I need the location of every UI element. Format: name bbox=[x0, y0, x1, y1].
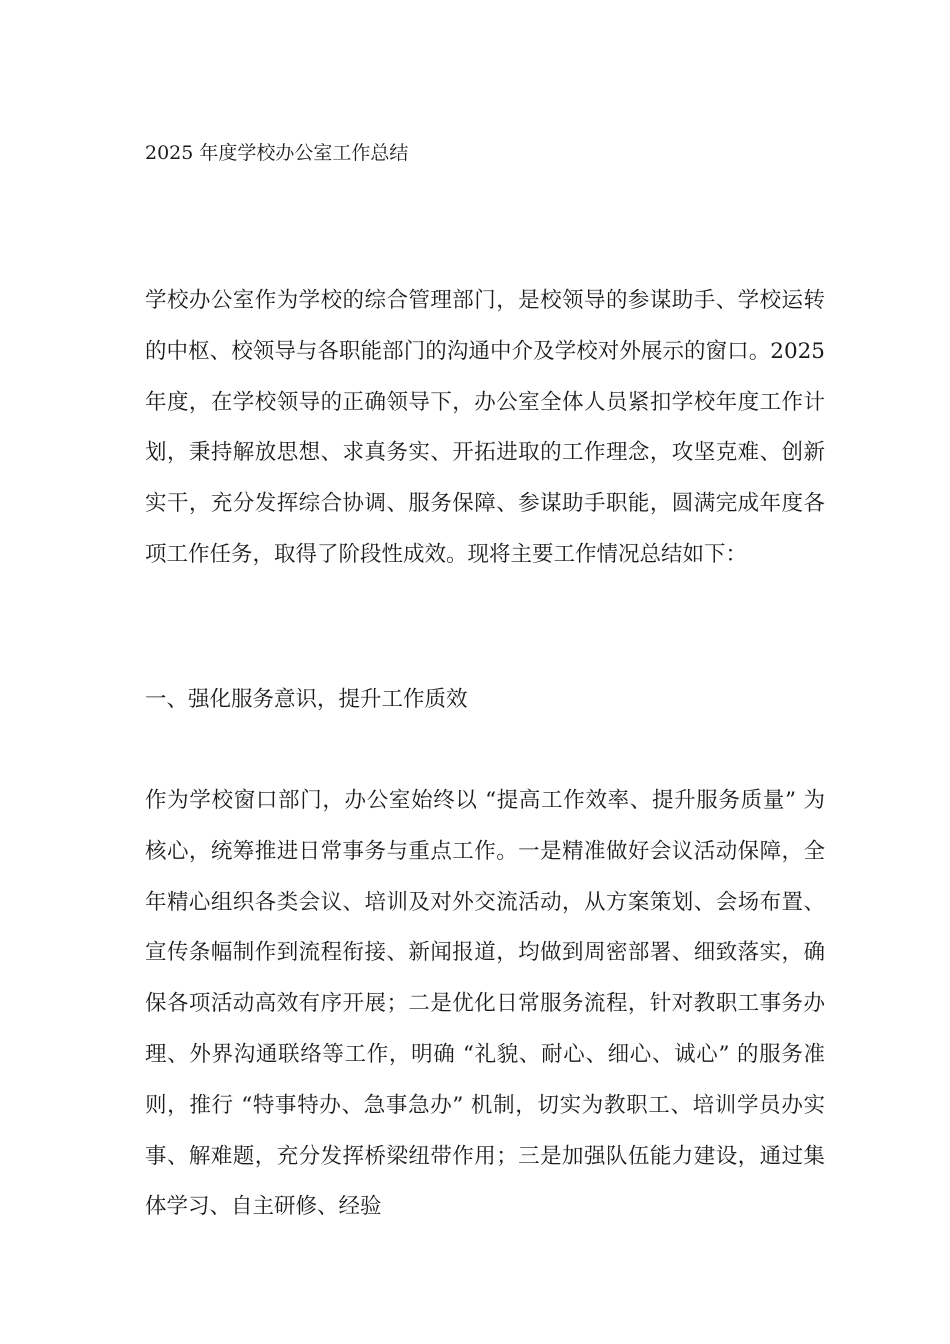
section-heading: 一、强化服务意识，提升工作质效 bbox=[145, 687, 468, 712]
section-body-paragraph: 作为学校窗口部门，办公室始终以 “提高工作效率、提升服务质量” 为核心，统筹推进日常事务与重点工作。一是精准做好会议活动保障，全年精心组织各类会议、培训及对外交流活动，从方案策划、会场布置、宣传条幅制作到流程衔接、新闻报道，均做到周密部署、细致落实，确保各项活动高效有序开展；二是优化日常服务流程，针对教职工事务办理、外界沟通联络等工作，明确 “礼貌、耐心、细心、诚心” 的服务准则，推行 “特事特办、急事急办” 机制，切实为教职工、培训学员办实事、解难题，充分发挥桥梁纽带作用；三是加强队伍能力建设，通过集体学习、自主研修、经验 bbox=[145, 788, 825, 1220]
intro-paragraph: 学校办公室作为学校的综合管理部门，是校领导的参谋助手、学校运转的中枢、校领导与各职能部门的沟通中介及学校对外展示的窗口。2025 年度，在学校领导的正确领导下，办公室全体人员紧扣学校年度工作计划，秉持解放思想、求真务实、开拓进取的工作理念，攻坚克难、创新实干，充分发挥综合协调、服务保障、参谋助手职能，圆满完成年度各项工作任务，取得了阶段性成效。现将主要工作情况总结如下： bbox=[145, 288, 825, 567]
document-title: 2025 年度学校办公室工作总结 bbox=[145, 142, 409, 164]
